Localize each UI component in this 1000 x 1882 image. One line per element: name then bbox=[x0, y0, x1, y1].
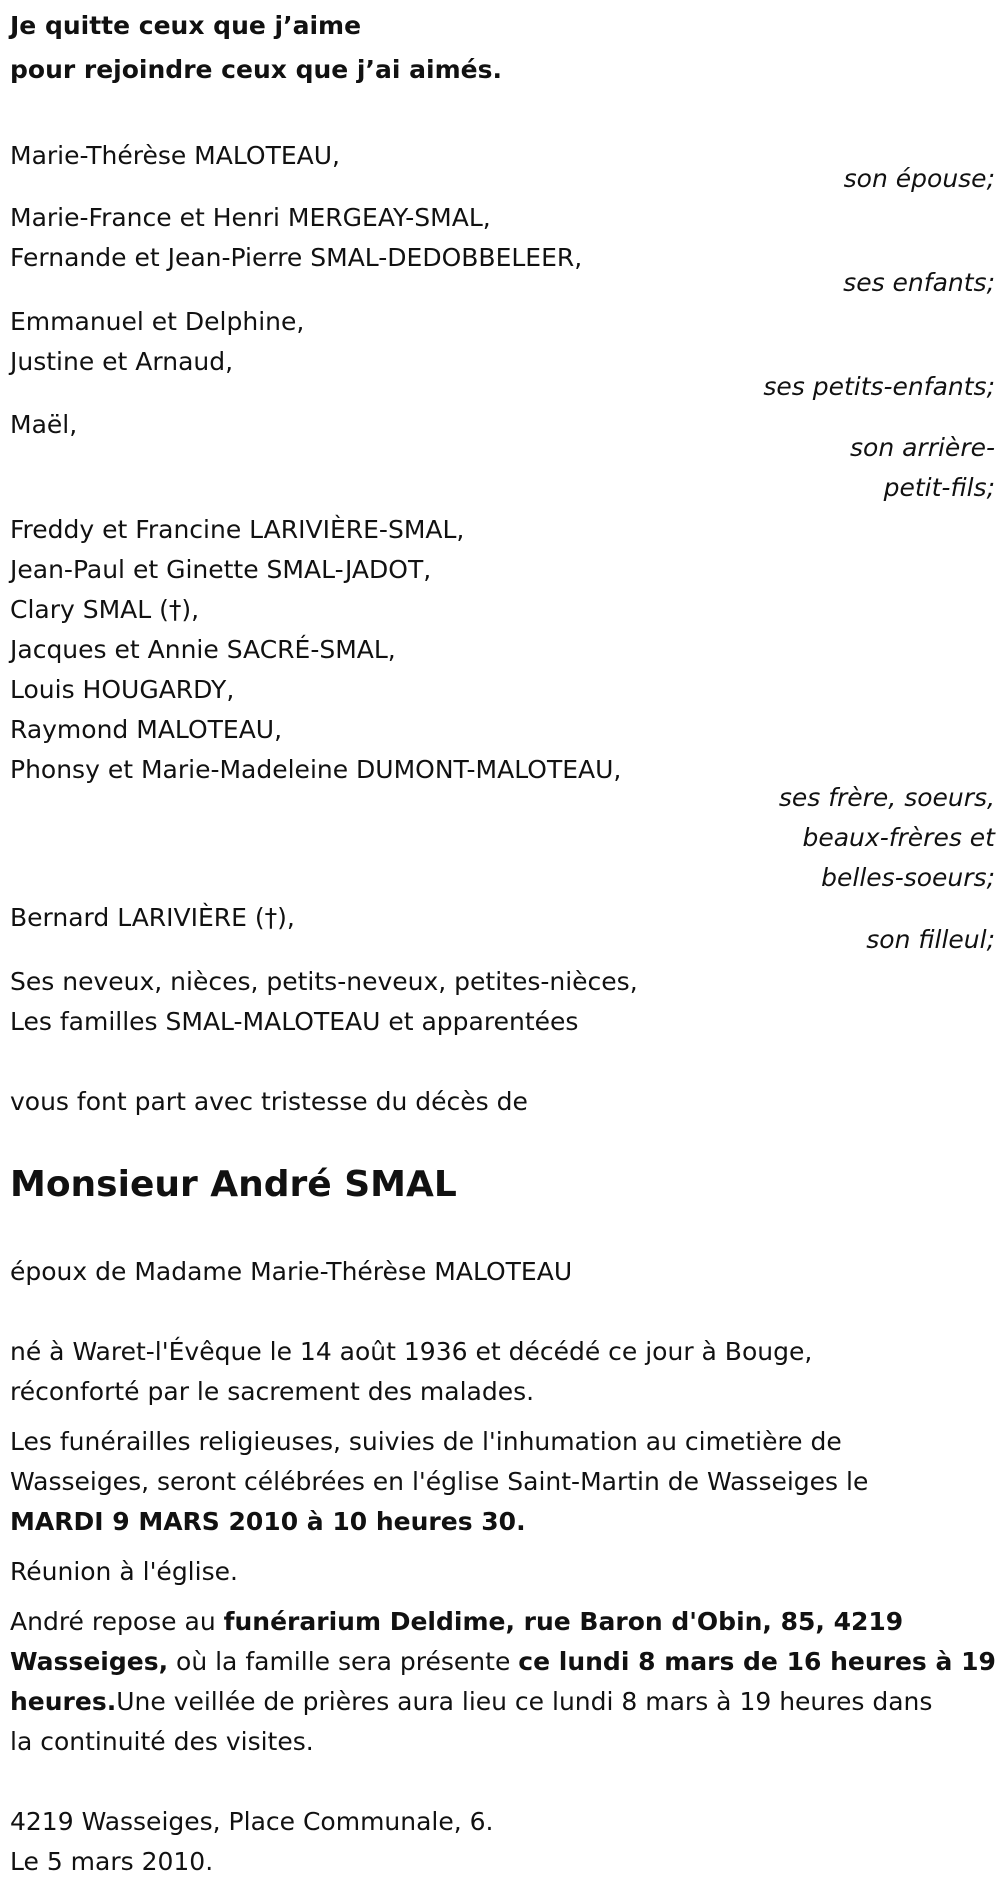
relation-label: ses frère, soeurs, bbox=[778, 783, 995, 812]
mourner-name: Bernard LARIVIÈRE (†), bbox=[10, 903, 295, 932]
relation-label: son épouse; bbox=[843, 164, 995, 193]
visitation-text: André repose au bbox=[10, 1607, 224, 1636]
relation-label: son arrière- bbox=[850, 433, 995, 462]
mourner-name: Freddy et Francine LARIVIÈRE-SMAL, bbox=[10, 515, 465, 544]
mourner-name: Jacques et Annie SACRÉ-SMAL, bbox=[10, 635, 396, 664]
announcement-text: vous font part avec tristesse du décès de bbox=[10, 1087, 528, 1116]
mourner-name: Louis HOUGARDY, bbox=[10, 675, 235, 704]
visitation-line: la continuité des visites. bbox=[10, 1727, 314, 1756]
mourner-name: Fernande et Jean-Pierre SMAL-DEDOBBELEER, bbox=[10, 243, 583, 272]
funeral-date-time: MARDI 9 MARS 2010 à 10 heures 30. bbox=[10, 1507, 526, 1536]
date-line: Le 5 mars 2010. bbox=[10, 1847, 214, 1876]
funeral-home-address: funérarium Deldime, rue Baron d'Obin, 85, 4219 bbox=[223, 1607, 904, 1636]
mourner-name: Justine et Arnaud, bbox=[10, 347, 234, 376]
epigraph-line: Je quitte ceux que j’aime bbox=[10, 11, 362, 40]
visitation-line bbox=[10, 1602, 903, 1642]
deceased-name: Monsieur André SMAL bbox=[10, 1164, 457, 1205]
funeral-line: Les funérailles religieuses, suivies de l'inhumation au cimetière de bbox=[10, 1427, 842, 1456]
visitation-line bbox=[10, 1642, 996, 1682]
relation-label: belles-soeurs; bbox=[821, 863, 995, 892]
birth-death-line: né à Waret-l'Évêque le 14 août 1936 et décédé ce jour à Bouge, bbox=[10, 1337, 813, 1366]
vigil-text: Une veillée de prières aura lieu ce lundi 8 mars à 19 heures dans bbox=[116, 1687, 933, 1716]
mourner-name: Ses neveux, nièces, petits-neveux, petites-nièces, bbox=[10, 967, 638, 996]
mourner-name: Jean-Paul et Ginette SMAL-JADOT, bbox=[10, 555, 432, 584]
mourner-name: Marie-France et Henri MERGEAY-SMAL, bbox=[10, 203, 491, 232]
visitation-text: où la famille sera présente bbox=[168, 1647, 519, 1676]
birth-death-line: réconforté par le sacrement des malades. bbox=[10, 1377, 535, 1406]
relation-label: ses enfants; bbox=[843, 268, 995, 297]
mourner-name: Marie-Thérèse MALOTEAU, bbox=[10, 141, 340, 170]
mourner-name: Phonsy et Marie-Madeleine DUMONT-MALOTEAU, bbox=[10, 755, 622, 784]
mourner-name: Les familles SMAL-MALOTEAU et apparentées bbox=[10, 1007, 579, 1036]
meeting-line: Réunion à l'église. bbox=[10, 1557, 238, 1586]
relation-label: son filleul; bbox=[866, 925, 995, 954]
mourner-name: Raymond MALOTEAU, bbox=[10, 715, 283, 744]
mourner-name: Clary SMAL (†), bbox=[10, 595, 200, 624]
mourner-name: Emmanuel et Delphine, bbox=[10, 307, 305, 336]
funeral-home-town: Wasseiges, bbox=[10, 1647, 169, 1676]
spouse-line: époux de Madame Marie-Thérèse MALOTEAU bbox=[10, 1257, 573, 1286]
epigraph-line: pour rejoindre ceux que j’ai aimés. bbox=[10, 55, 502, 84]
relation-label: ses petits-enfants; bbox=[763, 372, 995, 401]
visitation-hours-end: heures. bbox=[10, 1687, 117, 1716]
funeral-line: Wasseiges, seront célébrées en l'église Saint-Martin de Wasseiges le bbox=[10, 1467, 869, 1496]
visitation-line bbox=[10, 1682, 932, 1722]
mourner-name: Maël, bbox=[10, 410, 78, 439]
address-line: 4219 Wasseiges, Place Communale, 6. bbox=[10, 1807, 494, 1836]
relation-label: petit-fils; bbox=[883, 473, 995, 502]
relation-label: beaux-frères et bbox=[802, 823, 995, 852]
visitation-hours: ce lundi 8 mars de 16 heures à 19 bbox=[518, 1647, 996, 1676]
